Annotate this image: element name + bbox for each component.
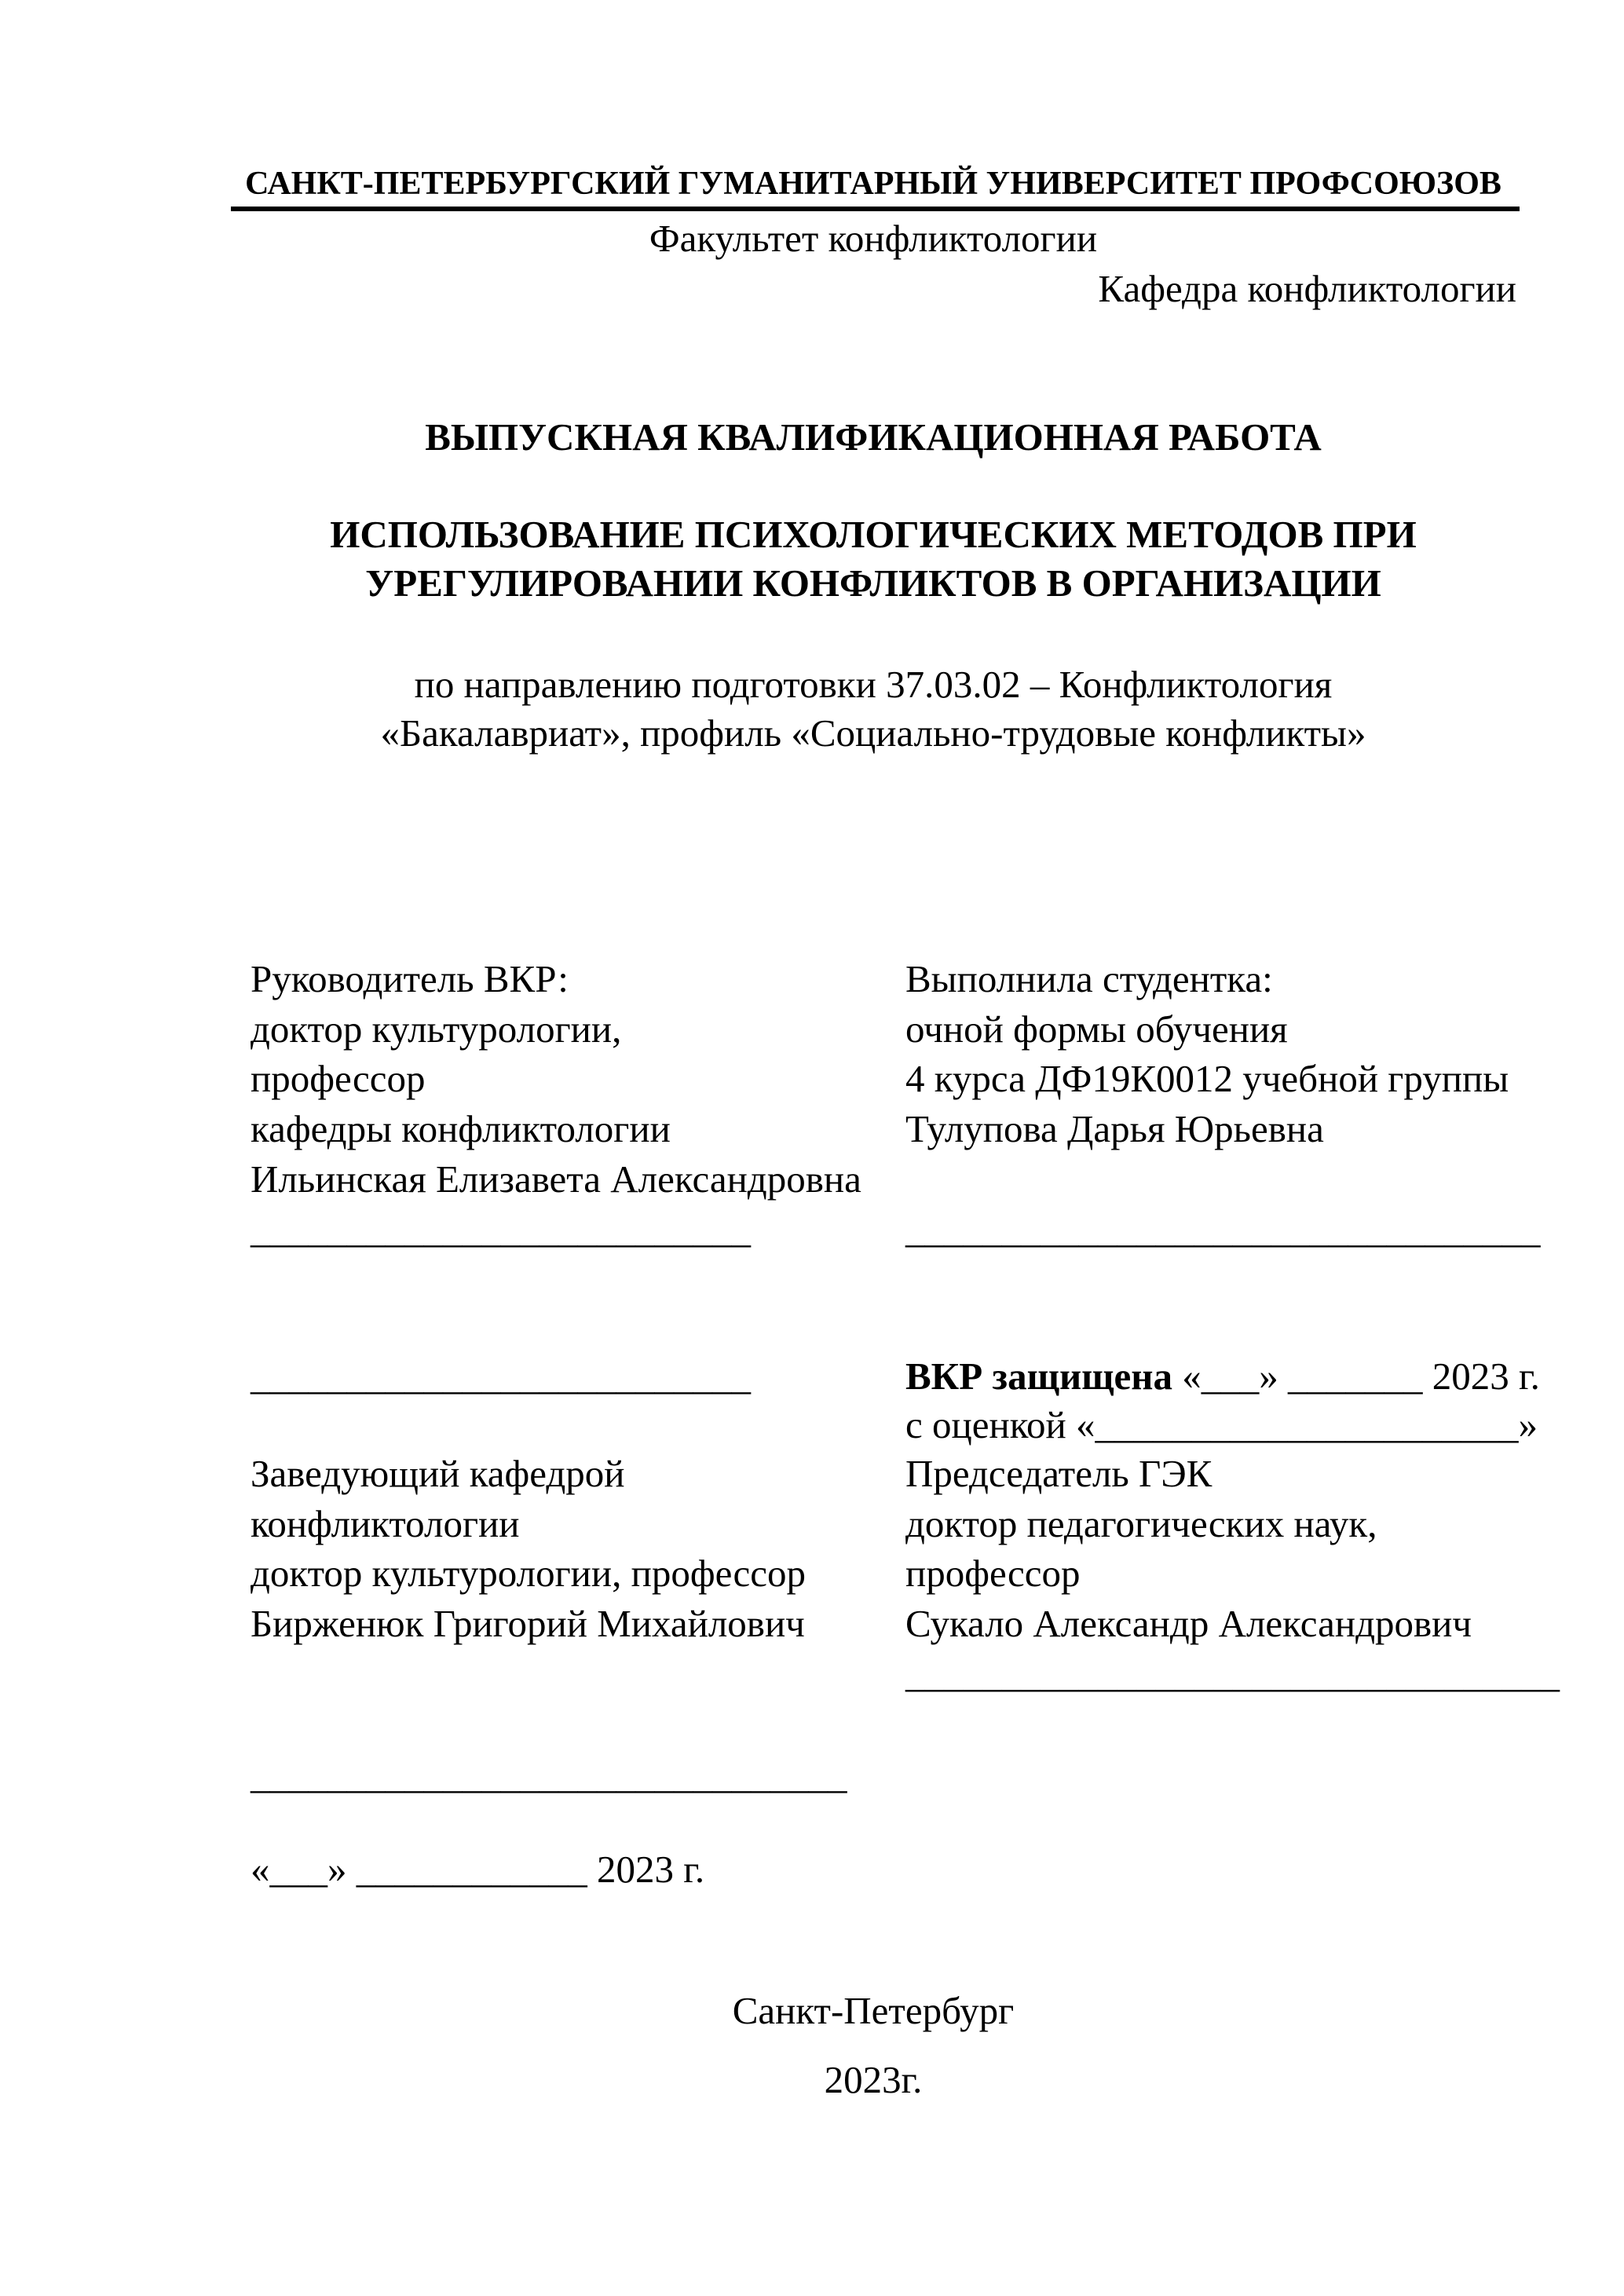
supervisor-line: доктор культурологии, (251, 1007, 622, 1051)
student-signature-line: _________________________________ (905, 1208, 1541, 1251)
direction-line-1: по направлению подготовки 37.03.02 – Конфликтология (414, 663, 1333, 706)
head-signature-line: _______________________________ (251, 1753, 847, 1797)
supervisor-line: кафедры конфликтологии (251, 1107, 671, 1150)
direction-line-2: «Бакалавриат», профиль «Социально-трудовые конфликты» (380, 711, 1366, 755)
chairman-line: профессор (905, 1552, 1081, 1595)
footer-year: 2023г. (824, 2058, 923, 2101)
chairman-line: Председатель ГЭК (905, 1452, 1213, 1495)
work-title-line-1: ИСПОЛЬЗОВАНИЕ ПСИХОЛОГИЧЕСКИХ МЕТОДОВ ПРИ (330, 513, 1417, 556)
faculty-name: Факультет конфликтологии (649, 217, 1098, 260)
head-line: конфликтологии (251, 1502, 520, 1545)
defense-label: ВКР защищена (905, 1355, 1173, 1398)
defense-grade: с оценкой «______________________» (905, 1403, 1538, 1446)
defense-line (905, 1351, 1540, 1402)
chairman-line: Сукало Александр Александрович (905, 1602, 1472, 1645)
head-signature-date: «___» ____________ 2023 г. (251, 1848, 705, 1891)
department-name: Кафедра конфликтологии (1098, 267, 1516, 310)
left-signature-line: __________________________ (251, 1355, 751, 1398)
supervisor-line: Руководитель ВКР: (251, 957, 569, 1000)
university-name: САНКТ-ПЕТЕРБУРГСКИЙ ГУМАНИТАРНЫЙ УНИВЕРСИТЕТ ПРОФСОЮЗОВ (245, 166, 1501, 202)
head-line: Заведующий кафедрой (251, 1452, 625, 1495)
work-title-line-2: УРЕГУЛИРОВАНИИ КОНФЛИКТОВ В ОРГАНИЗАЦИИ (365, 561, 1381, 605)
head-line: Бирженюк Григорий Михайлович (251, 1602, 805, 1645)
chairman-line: доктор педагогических наук, (905, 1502, 1377, 1545)
footer-city: Санкт-Петербург (732, 1989, 1015, 2032)
defense-date: «___» _______ 2023 г. (1172, 1355, 1540, 1398)
supervisor-signature-line: __________________________ (251, 1208, 751, 1251)
student-line: Выполнила студентка: (905, 957, 1273, 1000)
work-type: ВЫПУСКНАЯ КВАЛИФИКАЦИОННАЯ РАБОТА (425, 415, 1322, 459)
student-line: очной формы обучения (905, 1007, 1288, 1051)
supervisor-line: Ильинская Елизавета Александровна (251, 1157, 861, 1201)
student-line: 4 курса ДФ19К0012 учебной группы (905, 1057, 1509, 1100)
chairman-signature-line: __________________________________ (905, 1652, 1560, 1695)
supervisor-line: профессор (251, 1057, 426, 1100)
student-line: Тулупова Дарья Юрьевна (905, 1107, 1324, 1150)
head-line: доктор культурологии, профессор (251, 1552, 807, 1595)
header-rule (231, 207, 1520, 211)
